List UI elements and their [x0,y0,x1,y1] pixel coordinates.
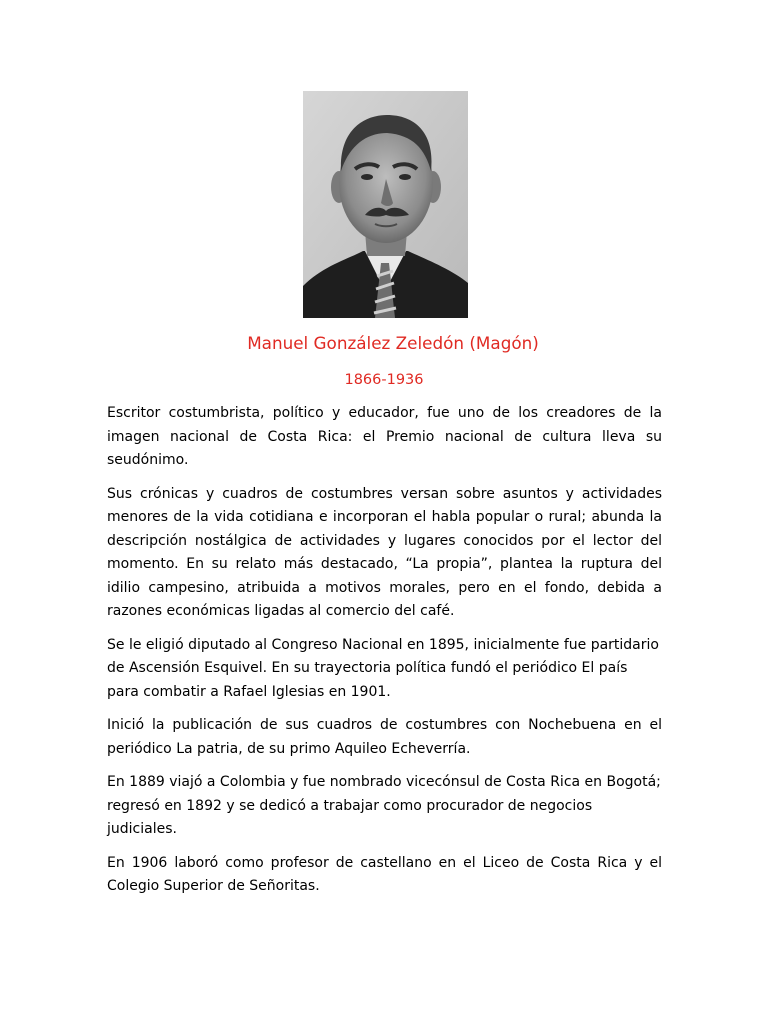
paragraph-teaching: En 1906 laboró como profesor de castellano en el Liceo de Costa Rica y el Colegio Superior de Señoritas. [107,854,662,894]
paragraph-politics: Se le eligió diputado al Congreso Nacional en 1895, inicialmente fue partidario de Ascensión Esquivel. En su trayectoria política fundó el periódico El país para combatir a Rafael Iglesias en 1901. [107,636,659,700]
document-title: Manuel González Zeledón (Magón) [247,333,539,353]
life-dates: 1866-1936 [344,372,424,388]
portrait-photo [303,91,468,318]
portrait-image [303,91,468,318]
paragraph-publication: Inició la publicación de sus cuadros de costumbres con Nochebuena en el periódico La patria, de su primo Aquileo Echeverría. [107,717,662,757]
biography-text [107,402,662,909]
paragraph-chronicles: Sus crónicas y cuadros de costumbres versan sobre asuntos y actividades menores de la vida cotidiana e incorporan el habla popular o rural; abunda la descripción nostálgica de actividades y lugares conocidos por el lector del momento. En su relato más destacado, “La propia”, plantea la ruptura del idilio campesino, atribuida a motivos morales, pero en el fondo, debida a razones económicas ligadas al comercio del café. [107,485,662,619]
paragraph-colombia: En 1889 viajó a Colombia y fue nombrado vicecónsul de Costa Rica en Bogotá; regresó en 1892 y se dedicó a trabajar como procurador de negocios judiciales. [107,774,661,837]
paragraph-intro: Escritor costumbrista, político y educador, fue uno de los creadores de la imagen nacional de Costa Rica: el Premio nacional de cultura lleva su seudónimo. [107,405,662,468]
